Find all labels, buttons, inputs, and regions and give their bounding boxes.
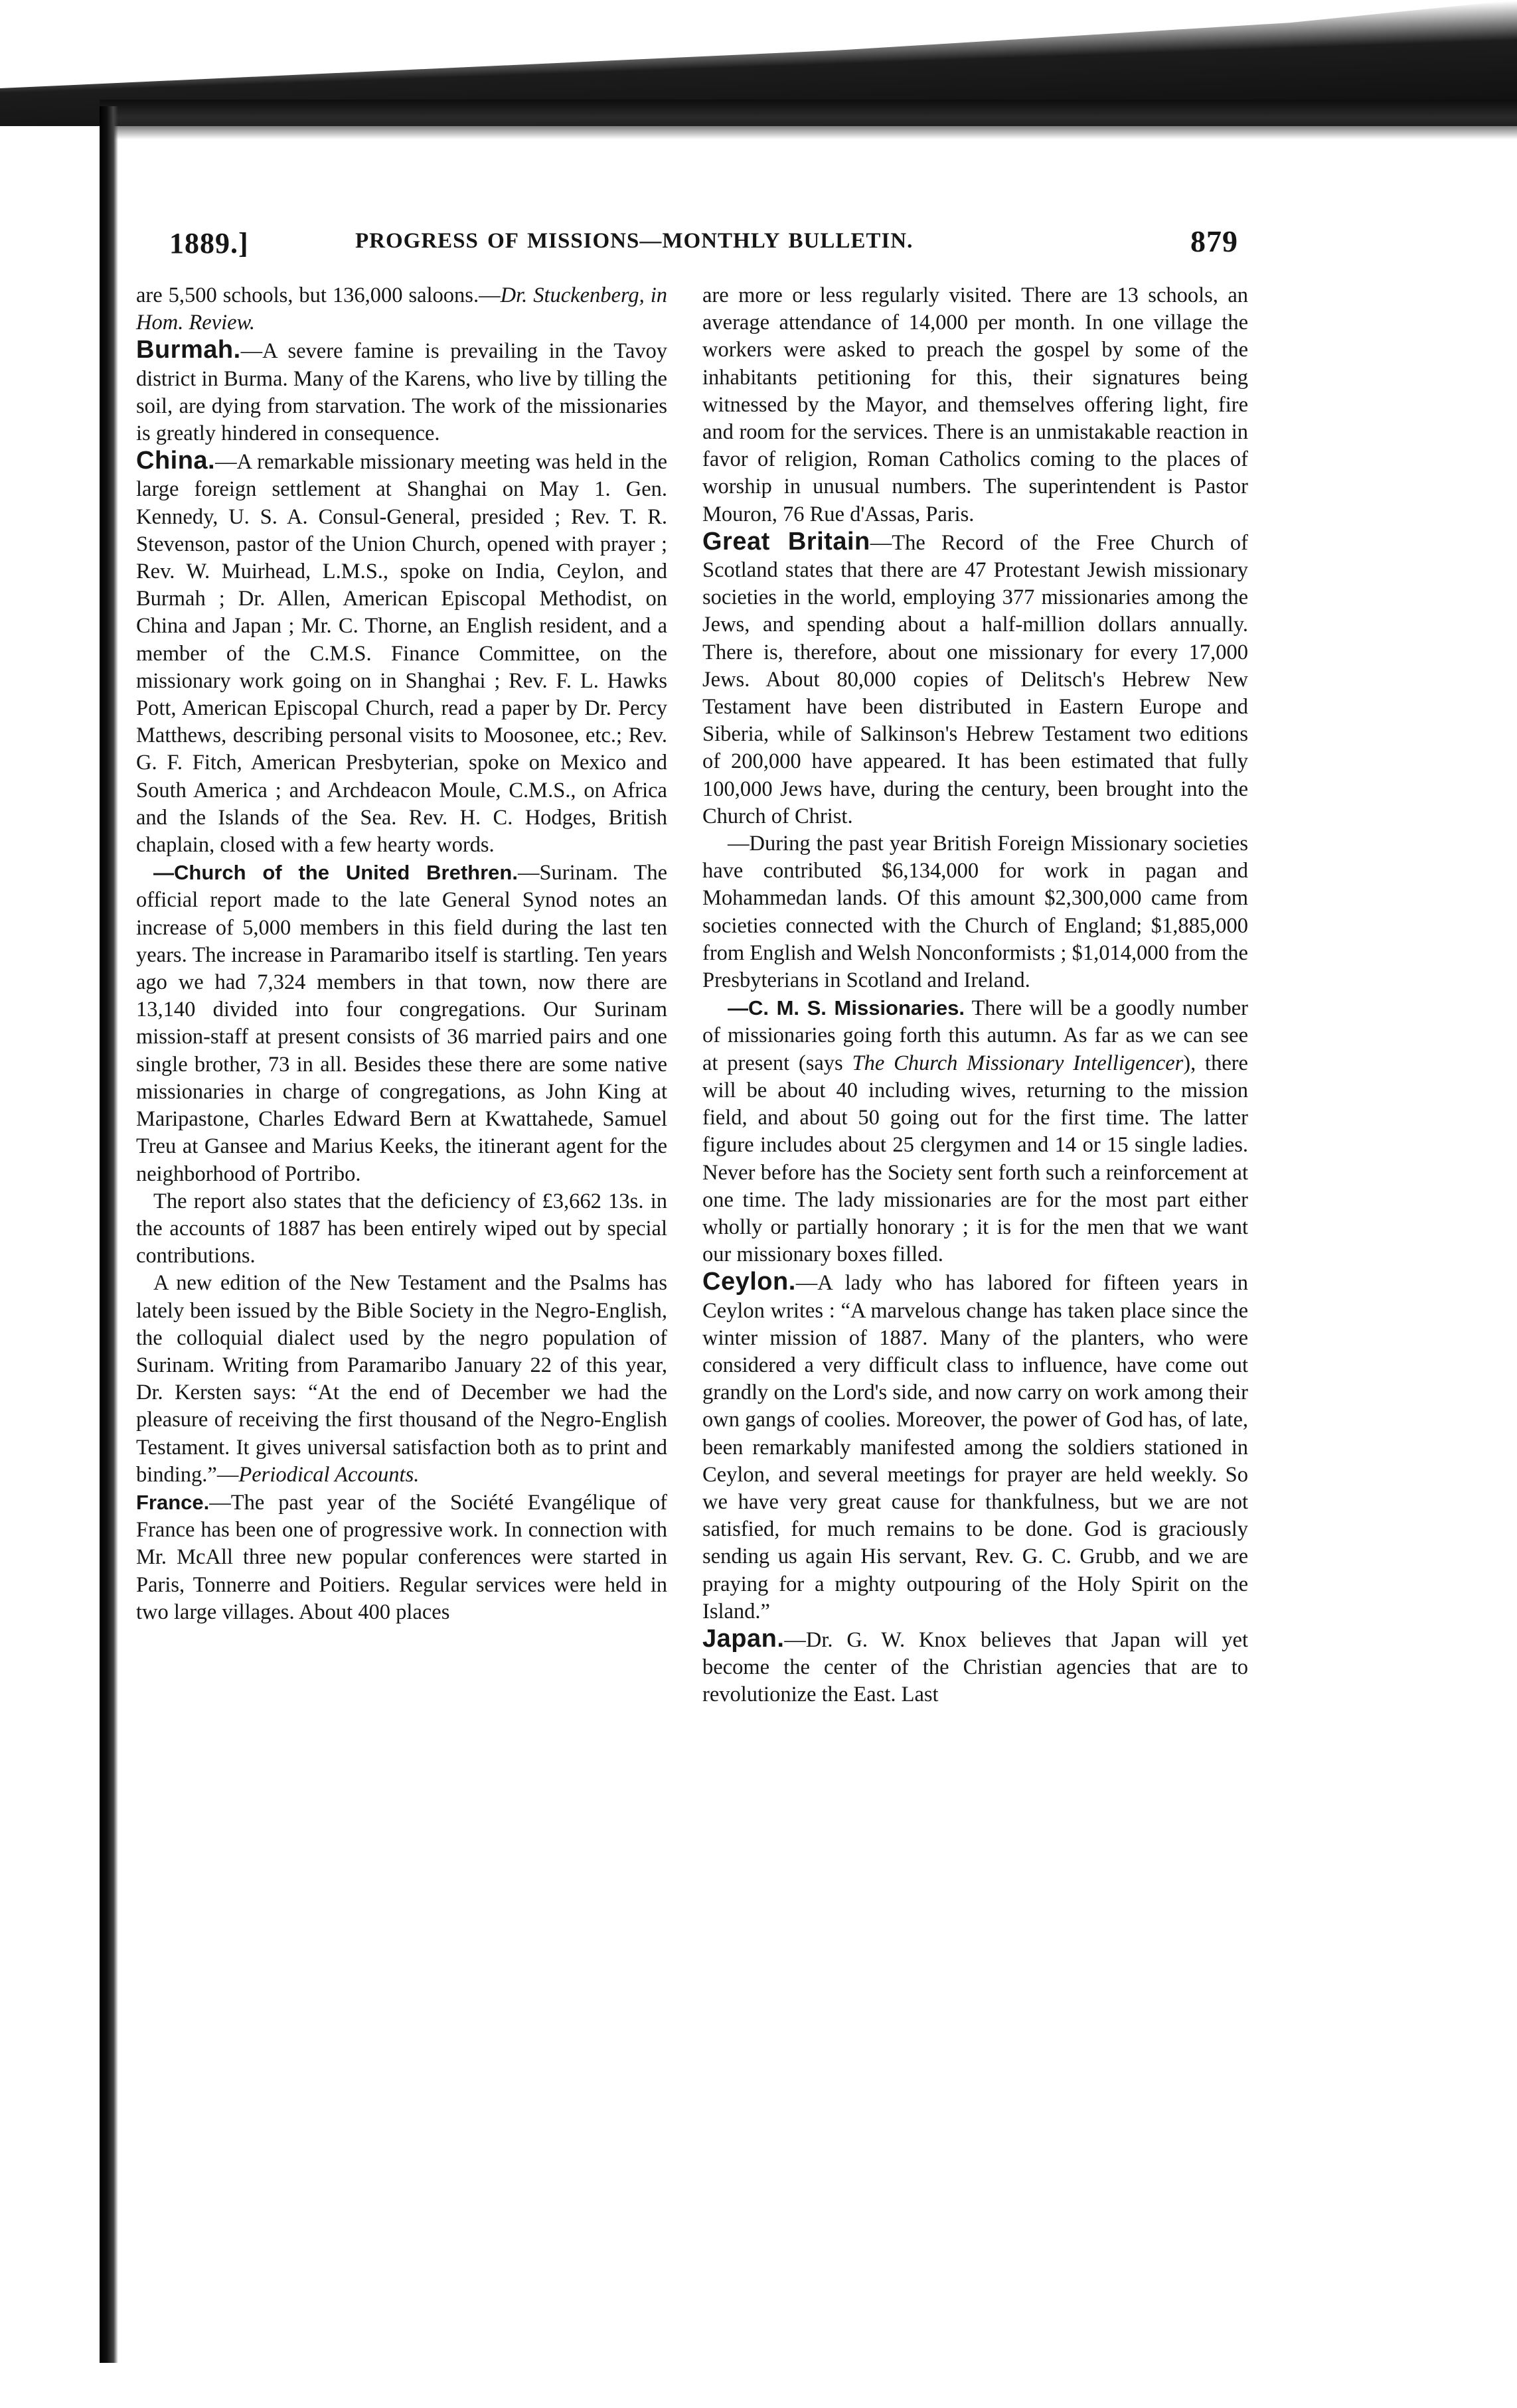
intro-paragraph: are 5,500 schools, but 136,000 saloons.—Dr. Stuckenberg, in Hom. Review. <box>136 283 668 335</box>
japan-paragraph: Japan.—Dr. G. W. Knox believes that Japan will yet become the center of the Christian agencies that are to revolutionize the East. Last <box>702 1624 1248 1707</box>
ceylon-heading: Ceylon. <box>702 1268 796 1296</box>
great-britain-paragraph: Great Britain—The Record of the Free Church of Scotland states that there are 47 Protestant Jewish missionary societies in the world, employing 377 missionaries among the Jews, and spending about a half-million dollars annually. There is, therefore, about one missionary for every 17,000 Jews. About 80,000 copies of Delitsch's Hebrew New Testament have been distributed in Eastern Europe and Siberia, while of Salkinson's Hebrew Testament two editions of 200,000 have appeared. It has been estimated that fully 100,000 Jews have, during the century, been brought into the Church of Christ. <box>702 527 1248 828</box>
page-header <box>169 221 1245 261</box>
france-continued-paragraph: are more or less regularly visited. There are 13 schools, an average attendance of 14,000 per month. In one village the workers were asked to preach the gospel by some of the inhabitants petitioning for this, their signatures being witnessed by the Mayor, and themselves offering light, fire and room for the services. There is an unmistakable reaction in favor of religion, Roman Catholics coming to the places of worship in unusual numbers. The superintendent is Pastor Mouron, 76 Rue d'Assas, Paris. <box>702 283 1248 526</box>
page-number: 879 <box>1190 224 1238 258</box>
france-heading: France. <box>136 1490 210 1514</box>
intro-citation: Dr. Stuckenberg, in Hom. Review. <box>136 283 668 335</box>
great-britain-heading: Great Britain <box>702 527 870 556</box>
ceylon-paragraph: Ceylon.—A lady who has labored for fifteen years in Ceylon writes : “A marvelous change has taken place since the winter mission of 1887. Many of the planters, who were considered a very difficult class to influence, have come out grandly on the Lord's side, and now carry on work among their own gangs of coolies. Moreover, the power of God has, of late, been remarkably manifested among the soldiers stationed in Ceylon, and several meetings for prayer are held weekly. So we have very great cause for thankfulness, but we are not satisfied, for much remains to be done. God is graciously sending us again His servant, Rev. G. C. Grubb, and we are praying for a mighty outpouring of the Holy Spirit on the Island.” <box>702 1268 1248 1623</box>
header-year: 1889.] <box>169 227 249 260</box>
france-paragraph: France.—The past year of the Société Evangélique of France has been one of progressive work. In connection with Mr. McAll three new popular conferences were started in Paris, Tonnerre and Poitiers. Regular services were held in two large villages. About 400 places <box>136 1490 667 1624</box>
left-column <box>136 282 667 1626</box>
china-heading: China. <box>136 447 216 475</box>
testament-paragraph: A new edition of the New Testament and the Psalms has lately been issued by the Bible Society in the Negro-English, the colloquial dialect used by the negro population of Surinam. Writing from Paramaribo January 22 of this year, Dr. Kersten says: “At the end of December we had the pleasure of receiving the first thousand of the Negro-English Testament. It gives universal satisfaction both as to print and binding.”—Periodical Accounts. <box>136 1271 667 1487</box>
burmah-paragraph: Burmah.—A severe famine is prevailing in the Tavoy district in Burma. Many of the Karens, who live by tilling the soil, are dying from starvation. The work of the missionaries is greatly hindered in consequence. <box>136 336 667 446</box>
cms-paragraph: —C. M. S. Missionaries. There will be a goodly number of missionaries going forth this autumn. As far as we can see at present (says The Church Missionary Intelligencer), there will be about 40 including wives, returning to the mission field, and about 50 going out for the first time. The latter figure includes about 25 clergymen and 14 or 15 single ladies. Never before has the Society sent forth such a reinforcement at one time. The lady missionaries are for the most part either wholly or partially honorary ; it is for the men that we want our missionary boxes filled. <box>702 996 1248 1267</box>
foreign-missions-paragraph: —During the past year British Foreign Missionary societies have contributed $6,134,000 for work in pagan and Mohammedan lands. Of this amount $2,300,000 came from societies connected with the Church of England; $1,885,000 from English and Welsh Nonconformists ; $1,014,000 from the Presbyterians in Scotland and Ireland. <box>702 832 1248 993</box>
scan-top-edge <box>100 100 1517 139</box>
brethren-paragraph: —Church of the United Brethren.—Surinam. The official report made to the late General Synod notes an increase of 5,000 members in this field during the last ten years. The increase in Paramaribo itself is startling. Ten years ago we had 7,324 members in that town, now there are 13,140 divided into four congregations. Our Surinam mission-staff at present consists of 36 married pairs and one single brother, 73 in all. Besides these there are some native missionaries in charge of congregations, as John King at Maripastone, Charles Edward Bern at Kwattahede, Samuel Treu at Gansee and Marius Keeks, the itinerant agent for the neighborhood of Portribo. <box>136 861 668 1186</box>
deficiency-paragraph: The report also states that the deficiency of £3,662 13s. in the accounts of 1887 has been entirely wiped out by special contributions. <box>136 1189 667 1268</box>
testament-citation: Periodical Accounts. <box>238 1462 420 1487</box>
header-title: PROGRESS OF MISSIONS—MONTHLY BULLETIN. <box>355 229 914 253</box>
burmah-heading: Burmah. <box>136 336 241 364</box>
japan-heading: Japan. <box>702 1624 785 1653</box>
book-spine-shadow <box>100 106 118 2363</box>
right-column <box>702 282 1248 1709</box>
brethren-heading: —Church of the United Brethren. <box>153 861 518 885</box>
cms-citation: The Church Missionary Intelligencer <box>852 1051 1184 1075</box>
china-paragraph: China.—A remarkable missionary meeting was held in the large foreign settlement at Shanghai on May 1. Gen. Kennedy, U. S. A. Consul-General, presided ; Rev. T. R. Stevenson, pastor of the Union Church, opened with prayer ; Rev. W. Muirhead, L.M.S., spoke on India, Ceylon, and Burmah ; Dr. Allen, American Episcopal Methodist, on China and Japan ; Mr. C. Thorne, an English resident, and a member of the C.M.S. Finance Committee, on the missionary work going on in Shanghai ; Rev. F. L. Hawks Pott, American Episcopal Church, read a paper by Dr. Percy Matthews, describing personal visits to Moosonee, etc.; Rev. G. F. Fitch, American Presbyterian, spoke on Mexico and South America ; and Archdeacon Moule, C.M.S., on Africa and the Islands of the Sea. Rev. H. C. Hodges, British chaplain, closed with a few hearty words. <box>136 447 667 858</box>
cms-heading: —C. M. S. Missionaries. <box>728 996 965 1020</box>
